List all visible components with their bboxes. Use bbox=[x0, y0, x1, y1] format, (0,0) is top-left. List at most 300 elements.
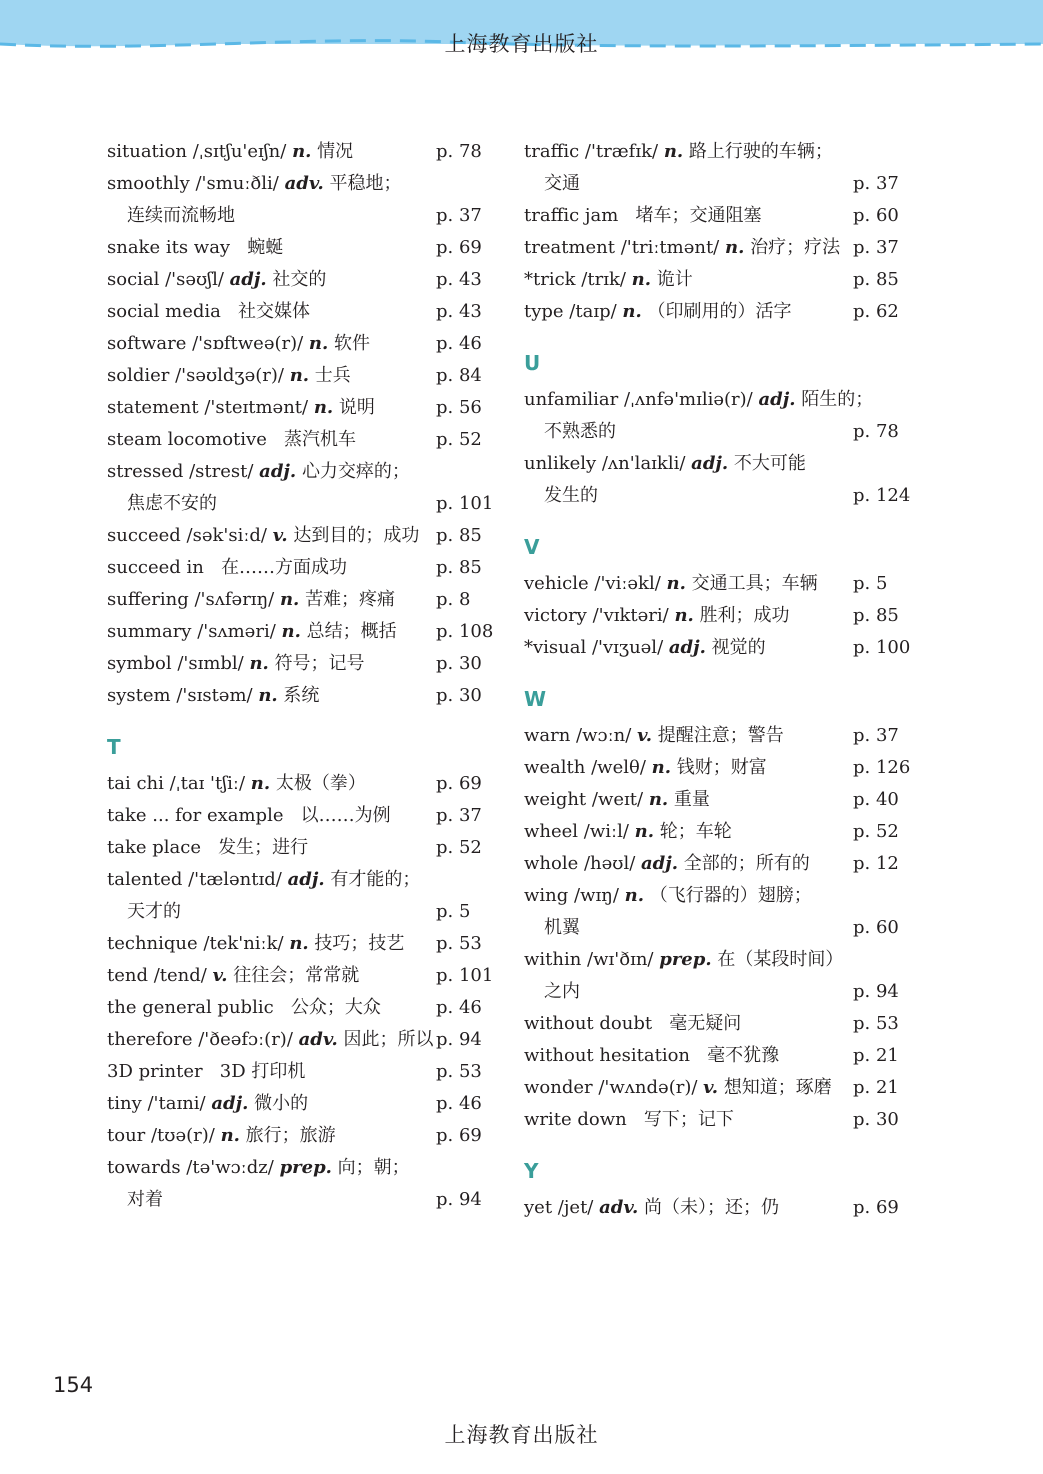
entry-page-reference: p. 94 bbox=[436, 1189, 482, 1210]
entry-headword: write down bbox=[524, 1109, 627, 1130]
entry-headword: traffic /'træfɪk/ bbox=[524, 141, 659, 162]
entry-part-of-speech: n. bbox=[289, 933, 309, 954]
glossary-entry bbox=[524, 752, 914, 784]
entry-meaning-continued: 对着 bbox=[127, 1189, 163, 1210]
entry-headword: smoothly /'smuːðli/ bbox=[107, 173, 279, 194]
glossary-entry bbox=[524, 720, 914, 752]
glossary-entry bbox=[107, 800, 487, 832]
entry-part-of-speech: n. bbox=[674, 605, 694, 626]
entry-page-reference: p. 30 bbox=[853, 1109, 899, 1130]
entry-text-group bbox=[107, 584, 395, 616]
entry-text-group bbox=[524, 944, 843, 976]
entry-meaning: 达到目的；成功 bbox=[293, 525, 420, 546]
entry-page-reference: p. 108 bbox=[436, 621, 494, 642]
glossary-entry bbox=[524, 264, 914, 296]
entry-part-of-speech: n. bbox=[220, 1125, 240, 1146]
entry-meaning: 情况 bbox=[317, 141, 354, 162]
glossary-entry bbox=[107, 864, 487, 896]
glossary-entry bbox=[107, 680, 487, 712]
entry-text-group bbox=[107, 520, 419, 552]
entry-headword: weight /weɪt/ bbox=[524, 789, 644, 810]
entry-text-group bbox=[107, 264, 326, 296]
entry-meaning: 全部的；所有的 bbox=[683, 853, 810, 874]
entry-text-group bbox=[524, 816, 732, 848]
entry-meaning: 微小的 bbox=[254, 1093, 309, 1114]
glossary-entry bbox=[524, 1008, 914, 1040]
entry-text-group bbox=[107, 360, 351, 392]
glossary-entry bbox=[107, 168, 487, 200]
entry-part-of-speech: n. bbox=[289, 365, 310, 386]
entry-meaning-continued: 发生的 bbox=[544, 485, 598, 506]
entry-meaning: 技巧；技艺 bbox=[314, 933, 405, 954]
entry-meaning: （飞行器的）翅膀； bbox=[649, 885, 812, 906]
glossary-entry bbox=[107, 992, 487, 1024]
entry-part-of-speech: adv. bbox=[298, 1029, 338, 1050]
glossary-entry-continuation bbox=[107, 896, 487, 928]
entry-part-of-speech: n. bbox=[624, 885, 644, 906]
entry-meaning: 交通工具；车辆 bbox=[691, 573, 818, 594]
entry-text-group bbox=[107, 680, 319, 712]
entry-part-of-speech: adj. bbox=[211, 1093, 249, 1114]
entry-page-reference: p. 85 bbox=[853, 605, 899, 626]
entry-text-group bbox=[524, 720, 784, 752]
glossary-entry bbox=[524, 784, 914, 816]
glossary-entry bbox=[107, 584, 487, 616]
glossary-entry bbox=[107, 520, 487, 552]
entry-page-reference: p. 126 bbox=[853, 757, 911, 778]
entry-headword: talented /'tæləntɪd/ bbox=[107, 869, 282, 890]
entry-headword: yet /jet/ bbox=[524, 1197, 594, 1218]
entry-headword: steam locomotive bbox=[107, 429, 267, 450]
entry-page-reference: p. 37 bbox=[853, 237, 899, 258]
entry-text-group bbox=[524, 568, 818, 600]
glossary-entry-continuation bbox=[524, 168, 914, 200]
entry-page-reference: p. 85 bbox=[436, 557, 482, 578]
entry-headword: succeed /sək'siːd/ bbox=[107, 525, 267, 546]
glossary-entry-continuation bbox=[524, 480, 914, 512]
glossary-entry bbox=[524, 232, 914, 264]
entry-part-of-speech: adv. bbox=[284, 173, 324, 194]
entry-text-group bbox=[524, 1040, 779, 1072]
entry-part-of-speech: adj. bbox=[259, 461, 297, 482]
entry-meaning: 不大可能 bbox=[733, 453, 806, 474]
glossary-entry bbox=[107, 552, 487, 584]
glossary-entry bbox=[107, 360, 487, 392]
entry-headword: type /taɪp/ bbox=[524, 301, 617, 322]
entry-text-group bbox=[107, 864, 420, 896]
entry-meaning: 胜利；成功 bbox=[699, 605, 790, 626]
entry-text-group bbox=[107, 296, 310, 328]
entry-text-group bbox=[524, 880, 812, 912]
entry-part-of-speech: v. bbox=[703, 1077, 719, 1098]
entry-meaning: 治疗；疗法 bbox=[750, 237, 841, 258]
glossary-entry-continuation bbox=[107, 200, 487, 232]
entry-text-group bbox=[524, 136, 833, 168]
entry-text-group bbox=[107, 1184, 163, 1216]
entry-part-of-speech: adv. bbox=[599, 1197, 639, 1218]
glossary-right-column bbox=[524, 136, 914, 1224]
glossary-entry bbox=[524, 816, 914, 848]
page-number: 154 bbox=[53, 1373, 94, 1397]
entry-headword: wonder /'wʌndə(r)/ bbox=[524, 1077, 698, 1098]
glossary-entry bbox=[524, 200, 914, 232]
entry-part-of-speech: n. bbox=[622, 301, 642, 322]
entry-meaning: 总结；概括 bbox=[306, 621, 397, 642]
entry-meaning: 在（某段时间） bbox=[717, 949, 844, 970]
entry-headword: social media bbox=[107, 301, 221, 322]
entry-text-group bbox=[524, 752, 767, 784]
entry-meaning: 平稳地； bbox=[329, 173, 402, 194]
entry-page-reference: p. 78 bbox=[436, 141, 482, 162]
entry-page-reference: p. 85 bbox=[436, 525, 482, 546]
entry-meaning: 3D 打印机 bbox=[219, 1061, 306, 1082]
entry-page-reference: p. 46 bbox=[436, 997, 482, 1018]
entry-meaning: 蒸汽机车 bbox=[284, 429, 357, 450]
entry-meaning-continued: 连续而流畅地 bbox=[127, 205, 235, 226]
entry-meaning: 系统 bbox=[283, 685, 320, 706]
glossary-entry bbox=[107, 1120, 487, 1152]
entry-text-group bbox=[107, 200, 235, 232]
glossary-entry bbox=[107, 424, 487, 456]
entry-page-reference: p. 78 bbox=[853, 421, 899, 442]
glossary-entry bbox=[107, 832, 487, 864]
entry-page-reference: p. 37 bbox=[436, 205, 482, 226]
glossary-entry bbox=[107, 296, 487, 328]
entry-meaning: 毫不犹豫 bbox=[707, 1045, 780, 1066]
entry-meaning: 软件 bbox=[334, 333, 371, 354]
entry-text-group bbox=[524, 600, 790, 632]
entry-text-group bbox=[524, 200, 761, 232]
entry-text-group bbox=[524, 384, 873, 416]
entry-meaning: 诡计 bbox=[656, 269, 693, 290]
entry-meaning: 陌生的； bbox=[801, 389, 874, 410]
entry-page-reference: p. 69 bbox=[436, 773, 482, 794]
entry-meaning-continued: 不熟悉的 bbox=[544, 421, 616, 442]
entry-meaning: 路上行驶的车辆； bbox=[688, 141, 833, 162]
glossary-entry bbox=[107, 648, 487, 680]
entry-headword: without hesitation bbox=[524, 1045, 690, 1066]
entry-part-of-speech: v. bbox=[212, 965, 228, 986]
entry-headword: towards /tə'wɔːdz/ bbox=[107, 1157, 274, 1178]
entry-page-reference: p. 69 bbox=[436, 237, 482, 258]
entry-text-group bbox=[107, 424, 356, 456]
glossary-entry bbox=[524, 1192, 914, 1224]
entry-text-group bbox=[107, 1088, 308, 1120]
entry-page-reference: p. 37 bbox=[853, 173, 899, 194]
entry-part-of-speech: v. bbox=[637, 725, 652, 746]
entry-text-group bbox=[107, 960, 359, 992]
entry-headword: without doubt bbox=[524, 1013, 653, 1034]
entry-text-group bbox=[524, 1072, 832, 1104]
entry-page-reference: p. 21 bbox=[853, 1045, 899, 1066]
glossary-entry bbox=[107, 1024, 487, 1056]
entry-part-of-speech: n. bbox=[631, 269, 652, 290]
entry-headword: soldier /'səʊldʒə(r)/ bbox=[107, 365, 284, 386]
glossary-entry bbox=[524, 632, 914, 664]
entry-part-of-speech: n. bbox=[648, 789, 669, 810]
entry-part-of-speech: adj. bbox=[641, 853, 679, 874]
glossary-entry-continuation bbox=[107, 488, 494, 520]
entry-page-reference: p. 53 bbox=[436, 1061, 482, 1082]
entry-part-of-speech: n. bbox=[308, 333, 329, 354]
glossary-entry bbox=[107, 616, 494, 648]
entry-text-group bbox=[524, 1192, 779, 1224]
entry-part-of-speech: n. bbox=[292, 141, 312, 162]
entry-headword: 3D printer bbox=[107, 1061, 203, 1082]
glossary-entry bbox=[107, 928, 487, 960]
entry-meaning: （印刷用的）活字 bbox=[647, 301, 792, 322]
glossary-entry bbox=[524, 848, 914, 880]
entry-headword: whole /həʊl/ bbox=[524, 853, 636, 874]
entry-headword: wheel /wiːl/ bbox=[524, 821, 629, 842]
letter-heading: V bbox=[524, 535, 540, 559]
entry-part-of-speech: n. bbox=[250, 773, 271, 794]
glossary-entry bbox=[524, 384, 914, 416]
entry-text-group bbox=[107, 1120, 336, 1152]
letter-heading: U bbox=[524, 351, 541, 375]
entry-text-group bbox=[107, 1056, 305, 1088]
letter-heading: T bbox=[107, 735, 121, 759]
entry-text-group bbox=[107, 488, 217, 520]
entry-meaning: 苦难；疼痛 bbox=[305, 589, 396, 610]
entry-meaning: 堵车；交通阻塞 bbox=[635, 205, 762, 226]
entry-meaning-continued: 天才的 bbox=[127, 901, 181, 922]
entry-headword: summary /'sʌməri/ bbox=[107, 621, 276, 642]
entry-text-group bbox=[524, 232, 840, 264]
glossary-left-column bbox=[107, 136, 494, 1216]
entry-page-reference: p. 52 bbox=[436, 837, 482, 858]
entry-page-reference: p. 100 bbox=[853, 637, 911, 658]
letter-heading: Y bbox=[524, 1159, 539, 1183]
entry-page-reference: p. 37 bbox=[853, 725, 899, 746]
entry-part-of-speech: n. bbox=[249, 653, 269, 674]
entry-meaning-continued: 交通 bbox=[544, 173, 580, 194]
entry-part-of-speech: adj. bbox=[691, 453, 729, 474]
entry-text-group bbox=[107, 328, 370, 360]
entry-meaning: 向；朝； bbox=[337, 1157, 410, 1178]
entry-headword: treatment /'triːtmənt/ bbox=[524, 237, 720, 258]
entry-text-group bbox=[524, 168, 580, 200]
glossary-entry bbox=[524, 1104, 914, 1136]
glossary-entry bbox=[524, 600, 914, 632]
entry-text-group bbox=[107, 168, 401, 200]
entry-headword: symbol /'sɪmbl/ bbox=[107, 653, 244, 674]
entry-page-reference: p. 60 bbox=[853, 917, 899, 938]
entry-text-group bbox=[524, 448, 806, 480]
glossary-entry bbox=[107, 232, 487, 264]
glossary-entry bbox=[524, 880, 914, 912]
entry-meaning: 因此；所以 bbox=[343, 1029, 434, 1050]
entry-headword: unlikely /ʌn'laɪkli/ bbox=[524, 453, 686, 474]
entry-page-reference: p. 12 bbox=[853, 853, 899, 874]
entry-page-reference: p. 124 bbox=[853, 485, 911, 506]
entry-page-reference: p. 46 bbox=[436, 1093, 482, 1114]
entry-text-group bbox=[107, 136, 353, 168]
entry-meaning-continued: 焦虑不安的 bbox=[127, 493, 217, 514]
entry-text-group bbox=[107, 768, 366, 800]
glossary-entry bbox=[524, 944, 914, 976]
entry-part-of-speech: prep. bbox=[279, 1157, 332, 1178]
entry-text-group bbox=[524, 480, 598, 512]
entry-part-of-speech: n. bbox=[651, 757, 671, 778]
entry-page-reference: p. 94 bbox=[436, 1029, 482, 1050]
entry-page-reference: p. 43 bbox=[436, 301, 482, 322]
entry-part-of-speech: n. bbox=[663, 141, 684, 162]
entry-part-of-speech: adj. bbox=[287, 869, 325, 890]
entry-page-reference: p. 53 bbox=[436, 933, 482, 954]
publisher-footer: 上海教育出版社 bbox=[444, 1423, 599, 1447]
entry-part-of-speech: prep. bbox=[659, 949, 712, 970]
entry-text-group bbox=[107, 928, 404, 960]
entry-page-reference: p. 30 bbox=[436, 685, 482, 706]
entry-text-group bbox=[524, 848, 810, 880]
letter-heading: W bbox=[524, 687, 547, 711]
entry-headword: situation /ˌsɪtʃu'eɪʃn/ bbox=[107, 141, 287, 162]
publisher-header: 上海教育出版社 bbox=[444, 32, 599, 56]
entry-headword: technique /tek'niːk/ bbox=[107, 933, 284, 954]
entry-page-reference: p. 46 bbox=[436, 333, 482, 354]
entry-text-group bbox=[107, 552, 347, 584]
entry-meaning: 钱财；财富 bbox=[676, 757, 767, 778]
entry-part-of-speech: n. bbox=[313, 397, 334, 418]
glossary-entry bbox=[107, 1056, 487, 1088]
entry-page-reference: p. 60 bbox=[853, 205, 899, 226]
glossary-entry bbox=[107, 768, 487, 800]
entry-page-reference: p. 62 bbox=[853, 301, 899, 322]
entry-text-group bbox=[524, 416, 616, 448]
entry-headword: take ... for example bbox=[107, 805, 284, 826]
entry-page-reference: p. 101 bbox=[436, 965, 494, 986]
entry-page-reference: p. 94 bbox=[853, 981, 899, 1002]
entry-page-reference: p. 43 bbox=[436, 269, 482, 290]
entry-part-of-speech: n. bbox=[634, 821, 654, 842]
entry-part-of-speech: v. bbox=[272, 525, 288, 546]
entry-headword: the general public bbox=[107, 997, 274, 1018]
entry-part-of-speech: adj. bbox=[758, 389, 796, 410]
entry-headword: tai chi /ˌtaɪ 'tʃiː/ bbox=[107, 773, 246, 794]
entry-text-group bbox=[107, 1024, 434, 1056]
entry-headword: statement /'steɪtmənt/ bbox=[107, 397, 309, 418]
entry-meaning: 心力交瘁的； bbox=[301, 461, 410, 482]
entry-meaning: 社交媒体 bbox=[238, 301, 311, 322]
entry-text-group bbox=[524, 632, 766, 664]
entry-headword: victory /'vɪktəri/ bbox=[524, 605, 669, 626]
glossary-entry-continuation bbox=[107, 1184, 487, 1216]
entry-headword: system /'sɪstəm/ bbox=[107, 685, 253, 706]
entry-part-of-speech: adj. bbox=[229, 269, 267, 290]
glossary-entry bbox=[107, 960, 494, 992]
entry-text-group bbox=[524, 912, 580, 944]
entry-part-of-speech: adj. bbox=[668, 637, 706, 658]
entry-headword: within /wɪ'ðɪn/ bbox=[524, 949, 654, 970]
entry-page-reference: p. 84 bbox=[436, 365, 482, 386]
glossary-entry bbox=[107, 1152, 487, 1184]
glossary-entry bbox=[524, 568, 914, 600]
entry-meaning: 社交的 bbox=[272, 269, 327, 290]
entry-text-group bbox=[107, 896, 181, 928]
glossary-entry bbox=[524, 1040, 914, 1072]
entry-headword: *trick /trɪk/ bbox=[524, 269, 626, 290]
entry-meaning: 毫无疑问 bbox=[669, 1013, 742, 1034]
entry-headword: succeed in bbox=[107, 557, 204, 578]
glossary-entry bbox=[107, 392, 487, 424]
entry-meaning: 公众；大众 bbox=[290, 997, 381, 1018]
entry-meaning: 以……为例 bbox=[300, 805, 391, 826]
entry-headword: social /'səʊʃl/ bbox=[107, 269, 224, 290]
entry-meaning: 符号；记号 bbox=[274, 653, 365, 674]
entry-text-group bbox=[107, 648, 365, 680]
entry-page-reference: p. 5 bbox=[853, 573, 888, 594]
entry-meaning: 写下；记下 bbox=[643, 1109, 734, 1130]
entry-meaning: 说明 bbox=[338, 397, 375, 418]
entry-headword: wing /wɪŋ/ bbox=[524, 885, 619, 906]
glossary-entry-continuation bbox=[524, 976, 914, 1008]
entry-text-group bbox=[524, 1104, 734, 1136]
entry-headword: therefore /'ðeəfɔː(r)/ bbox=[107, 1029, 293, 1050]
entry-headword: warn /wɔːn/ bbox=[524, 725, 632, 746]
entry-meaning: 旅行；旅游 bbox=[245, 1125, 336, 1146]
entry-text-group bbox=[524, 976, 580, 1008]
entry-headword: tiny /'taɪni/ bbox=[107, 1093, 206, 1114]
entry-page-reference: p. 101 bbox=[436, 493, 494, 514]
entry-text-group bbox=[107, 1152, 410, 1184]
entry-text-group bbox=[524, 1008, 741, 1040]
entry-meaning: 蜿蜒 bbox=[247, 237, 284, 258]
glossary-entry bbox=[107, 456, 487, 488]
entry-page-reference: p. 8 bbox=[436, 589, 471, 610]
entry-headword: software /'sɒftweə(r)/ bbox=[107, 333, 304, 354]
entry-page-reference: p. 21 bbox=[853, 1077, 899, 1098]
entry-headword: take place bbox=[107, 837, 201, 858]
entry-headword: suffering /'sʌfərɪŋ/ bbox=[107, 589, 275, 610]
entry-meaning: 往往会；常常就 bbox=[233, 965, 360, 986]
entry-page-reference: p. 85 bbox=[853, 269, 899, 290]
entry-meaning: 提醒注意；警告 bbox=[657, 725, 784, 746]
entry-page-reference: p. 69 bbox=[436, 1125, 482, 1146]
entry-text-group bbox=[107, 392, 375, 424]
entry-meaning: 太极（拳） bbox=[275, 773, 366, 794]
glossary-entry bbox=[107, 328, 487, 360]
glossary-entry bbox=[107, 1088, 487, 1120]
glossary-entry bbox=[524, 1072, 914, 1104]
entry-text-group bbox=[524, 784, 710, 816]
glossary-entry-continuation bbox=[524, 416, 914, 448]
entry-text-group bbox=[107, 832, 308, 864]
entry-part-of-speech: n. bbox=[666, 573, 686, 594]
entry-page-reference: p. 52 bbox=[853, 821, 899, 842]
entry-meaning: 在……方面成功 bbox=[221, 557, 348, 578]
entry-page-reference: p. 30 bbox=[436, 653, 482, 674]
entry-headword: unfamiliar /ˌʌnfə'mɪliə(r)/ bbox=[524, 389, 753, 410]
entry-headword: snake its way bbox=[107, 237, 231, 258]
entry-meaning: 视觉的 bbox=[711, 637, 766, 658]
entry-text-group bbox=[524, 296, 792, 328]
entry-headword: *visual /'vɪʒuəl/ bbox=[524, 637, 664, 658]
entry-headword: wealth /welθ/ bbox=[524, 757, 646, 778]
entry-part-of-speech: n. bbox=[281, 621, 301, 642]
entry-text-group bbox=[107, 800, 391, 832]
entry-meaning: 发生；进行 bbox=[218, 837, 309, 858]
entry-text-group bbox=[107, 616, 397, 648]
entry-meaning: 重量 bbox=[673, 789, 710, 810]
entry-page-reference: p. 52 bbox=[436, 429, 482, 450]
entry-page-reference: p. 37 bbox=[436, 805, 482, 826]
entry-headword: tend /tend/ bbox=[107, 965, 207, 986]
entry-meaning: 想知道；琢磨 bbox=[723, 1077, 832, 1098]
entry-text-group bbox=[107, 456, 410, 488]
entry-headword: stressed /strest/ bbox=[107, 461, 254, 482]
glossary-entry bbox=[524, 448, 914, 480]
